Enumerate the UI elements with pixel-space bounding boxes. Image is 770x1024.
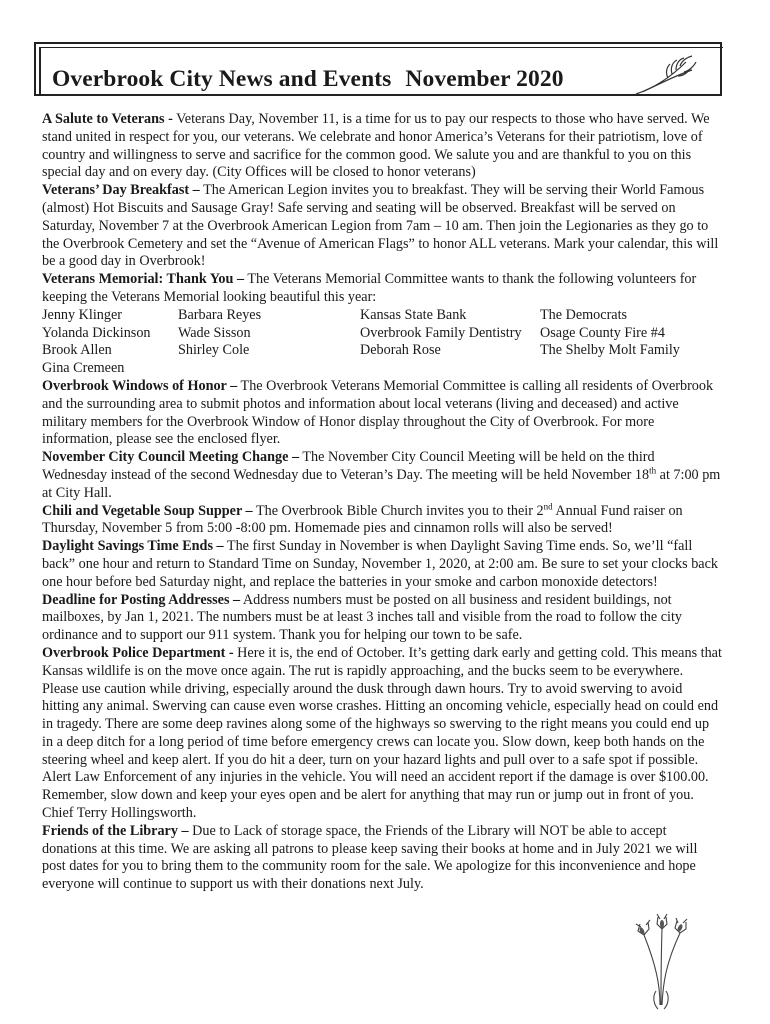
volunteer-name: The Shelby Molt Family — [540, 342, 680, 359]
issue-date: November 2020 — [405, 66, 564, 92]
volunteer-name: Brook Allen — [42, 342, 112, 359]
article-heading: November City Council Meeting Change – — [42, 449, 300, 466]
article-breakfast — [42, 182, 722, 271]
article-body: The American Legion invites you to breakfast. They will be serving their World Famous (almost) Hot Biscuits and Sausage Gray! Safe serving and seating will be observed. Breakfast will be served on Saturday, November 7 at the Overbrook American Legion from 7am – 10 am. Then join the Legionaries as they go to the Overbrook Cemetery and set the “Avenue of American Flags” to honor ALL veterans. Mark your calendar, this will be a good day in Overbrook! — [42, 182, 719, 270]
article-salute — [42, 111, 722, 182]
article-body: The November City Council Meeting will be held on the third Wednesday instead of the second Wednesday due to Veteran’s Day. The meeting will be held November 18 — [42, 449, 655, 483]
article-heading: Deadline for Posting Addresses – — [42, 591, 241, 608]
article-heading: Chili and Vegetable Soup Supper – — [42, 502, 253, 519]
ordinal-suffix: th — [649, 465, 657, 476]
article-addresses — [42, 592, 722, 645]
article-heading: Veterans Memorial: Thank You – — [42, 271, 245, 288]
article-memorial — [42, 271, 722, 307]
title-text: Overbrook City News and Events — [52, 66, 392, 92]
wheat-icon — [632, 54, 698, 98]
article-body-end: Annual Fund raiser on Thursday, November 5 from 5:00 -8:00 pm. Homemade pies and cinnamon rolls will also be served! — [42, 502, 683, 537]
wheat-bundle-icon — [620, 905, 706, 1010]
article-heading: Overbrook Police Department - — [42, 644, 234, 661]
article-daylight-savings — [42, 538, 722, 591]
article-body: Due to Lack of storage space, the Friends of the Library will NOT be able to accept donations at this time. We are asking all patrons to please keep saving their books at home and in July 2021 we will post dates for you to bring them to the community room for the sale. We apologize for this inconvenience and hope everyone will continue to support us with their donations next July. — [42, 822, 698, 893]
volunteer-name: Osage County Fire #4 — [540, 324, 665, 341]
newsletter-body — [42, 111, 722, 894]
article-body: Veterans Day, November 11, is a time for us to pay our respects to those who have served. We stand united in respect for you, our veterans. We celebrate and honor America’s Veterans for their patriotism, love of country and willingness to serve and sacrifice for the common good. We salute you and are thankful to you on this special day and on every day. (City Offices will be closed to honor veterans) — [42, 111, 710, 181]
article-body-end: at 7:00 pm at City Hall. — [42, 466, 721, 501]
volunteer-list — [42, 307, 722, 378]
article-heading: A Salute to Veterans - — [42, 111, 173, 127]
article-heading: Friends of the Library – — [42, 822, 189, 839]
volunteer-name: Yolanda Dickinson — [42, 324, 151, 341]
article-heading: Overbrook Windows of Honor – — [42, 377, 238, 394]
article-library — [42, 823, 722, 894]
article-body: The first Sunday in November is when Daylight Saving Time ends. So, we’ll “fall back” one hour and return to Standard Time on Sunday, November 1, 2020, at 2:00 am. Be sure to set your clocks back one hour before bed Saturday night, and replace the batteries in your smoke and carbon monoxide detectors! — [42, 538, 718, 590]
article-body: The Veterans Memorial Committee wants to thank the following volunteers for keeping the Veterans Memorial looking beautiful this year: — [42, 271, 697, 305]
volunteer-name: Wade Sisson — [178, 324, 251, 341]
volunteer-name: Jenny Klinger — [42, 306, 122, 323]
article-heading: Veterans’ Day Breakfast – — [42, 182, 200, 199]
article-police — [42, 645, 722, 823]
article-heading: Daylight Savings Time Ends – — [42, 538, 224, 555]
article-body: Here it is, the end of October. It’s getting dark early and getting cold. This means that Kansas wildlife is on the move once again. The rut is rapidly approaching, and the bucks seem to be everywhere. Please use caution while driving, especially around the dusk through dawn hours. Try to avoid swerving to avoid hitting any animal. Swerving can cause even worse crashes. Hitting an oncoming vehicle, especially head on could end in tragedy. There are some deep ravines along some of the highways so swerving to the right means you could end up in a deep ditch for a long period of time before emergency crews can locate you. Slow down, keep both hands on the steering wheel and keep alert. If you do hit a deer, turn on your hazard lights and pull over to a safe spot if possible. Alert Law Enforcement of any injuries in the vehicle. You will need an accident report if the damage is over $100.00. Remember, slow down and keep your eyes open and be alert for anything that may run or jump out in front of you. Chief Terry Hollingsworth. — [42, 644, 722, 822]
volunteer-name: The Democrats — [540, 306, 628, 323]
article-body: The Overbrook Bible Church invites you to their 2 — [255, 502, 544, 519]
article-soup-supper — [42, 500, 722, 539]
article-body: The Overbrook Veterans Memorial Committee is calling all residents of Overbrook and the surrounding area to submit photos and information about local veterans (living and deceased) and active military members for the Overbrook Window of Honor display throughout the City of Overbrook. For more information, please see the enclosed flyer. — [42, 377, 714, 448]
page-title — [52, 66, 564, 93]
article-windows-of-honor — [42, 378, 722, 449]
article-body: Address numbers must be posted on all business and resident buildings, not mailboxes, by Jan 1, 2021. The numbers must be at least 3 inches tall and visible from the road to follow the city ordinance and to support our 911 system. Thank you for helping our town to be safe. — [42, 591, 683, 644]
volunteer-name: Deborah Rose — [360, 342, 441, 359]
volunteer-name: Gina Cremeen — [42, 360, 125, 377]
article-council-meeting — [42, 449, 722, 502]
volunteer-name: Kansas State Bank — [360, 306, 467, 323]
volunteer-name: Shirley Cole — [178, 342, 250, 359]
volunteer-name: Barbara Reyes — [178, 306, 262, 323]
volunteer-name: Overbrook Family Dentistry — [360, 324, 522, 341]
ordinal-suffix: nd — [543, 500, 553, 511]
